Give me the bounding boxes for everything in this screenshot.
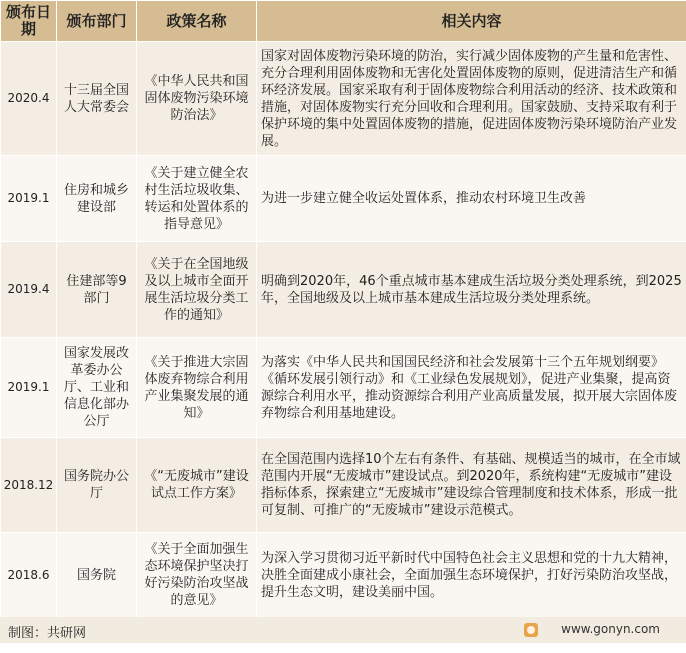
chart-source: 制图：共研网	[8, 626, 87, 641]
header-dept: 颁布部门	[57, 1, 137, 42]
cell-date: 2018.6	[1, 533, 57, 618]
cell-date: 2019.1	[1, 338, 57, 438]
header-policy: 政策名称	[137, 1, 257, 42]
cell-dept: 住建部等9部门	[57, 242, 137, 338]
gonyn-logo-icon	[524, 623, 538, 637]
cell-dept: 住房和城乡建设部	[57, 156, 137, 242]
cell-dept: 国务院办公厅	[57, 438, 137, 533]
cell-content: 为深入学习贯彻习近平新时代中国特色社会主义思想和党的十九大精神，决胜全面建成小康社会，全面加强生态环境保护，打好污染防治攻坚战，提升生态文明，建设美丽中国。	[257, 533, 686, 618]
cell-dept: 国务院	[57, 533, 137, 618]
cell-policy: 《关于在全国地级及以上城市全面开展生活垃圾分类工作的通知》	[137, 242, 257, 338]
cell-date: 2018.12	[1, 438, 57, 533]
cell-date: 2020.4	[1, 42, 57, 156]
cell-policy: 《关于全面加强生态环境保护坚决打好污染防治攻坚战的意见》	[137, 533, 257, 618]
cell-content: 国家对固体废物污染环境的防治，实行减少固体废物的产生量和危害性、充分合理利用固体废物和无害化处置固体废物的原则，促进清洁生产和循环经济发展。国家采取有利于固体废物综合利用活动的经济、技术政策和措施，对固体废物实行充分回收和合理利用。国家鼓励、支持采取有利于保护环境的集中处置固体废物的措施，促进固体废物污染环境防治产业发展。	[257, 42, 686, 156]
cell-dept: 国家发展改革委办公厅、工业和信息化部办公厅	[57, 338, 137, 438]
cell-policy: 《关于建立健全农村生活垃圾收集、转运和处置体系的指导意见》	[137, 156, 257, 242]
cell-date: 2019.1	[1, 156, 57, 242]
header-content: 相关内容	[257, 1, 686, 42]
cell-content: 为落实《中华人民共和国国民经济和社会发展第十三个五年规划纲要》《循环发展引领行动》和《工业绿色发展规划》，促进产业集聚，提高资源综合利用水平，推动资源综合利用产业高质量发展，拟开展大宗固体废弃物综合利用基地建设。	[257, 338, 686, 438]
cell-dept: 十三届全国人大常委会	[57, 42, 137, 156]
cell-content: 为进一步建立健全收运处置体系，推动农村环境卫生改善	[257, 156, 686, 242]
table-row	[1, 338, 686, 438]
cell-policy: 《“无废城市”建设试点工作方案》	[137, 438, 257, 533]
table-row	[1, 533, 686, 618]
table-row	[1, 242, 686, 338]
cell-date: 2019.4	[1, 242, 57, 338]
site-url: www.gonyn.com	[561, 622, 660, 636]
header-date: 颁布日期	[1, 1, 57, 42]
cell-policy: 《中华人民共和国固体废物污染环境防治法》	[137, 42, 257, 156]
table-row	[1, 156, 686, 242]
table-row	[1, 438, 686, 533]
cell-content: 在全国范围内选择10个左右有条件、有基础、规模适当的城市，在全市域范围内开展“无废城市”建设试点。到2020年，系统构建“无废城市”建设指标体系，探索建立“无废城市”建设综合管理制度和技术体系，形成一批可复制、可推广的“无废城市”建设示范模式。	[257, 438, 686, 533]
table-row	[1, 42, 686, 156]
table-header-row	[1, 1, 686, 42]
footer-bar	[0, 617, 686, 643]
bottom-margin	[0, 643, 686, 653]
cell-policy: 《关于推进大宗固体废弃物综合利用产业集聚发展的通知》	[137, 338, 257, 438]
cell-content: 明确到2020年，46个重点城市基本建成生活垃圾分类处理系统，到2025年，全国地级及以上城市基本建成生活垃圾分类处理系统。	[257, 242, 686, 338]
